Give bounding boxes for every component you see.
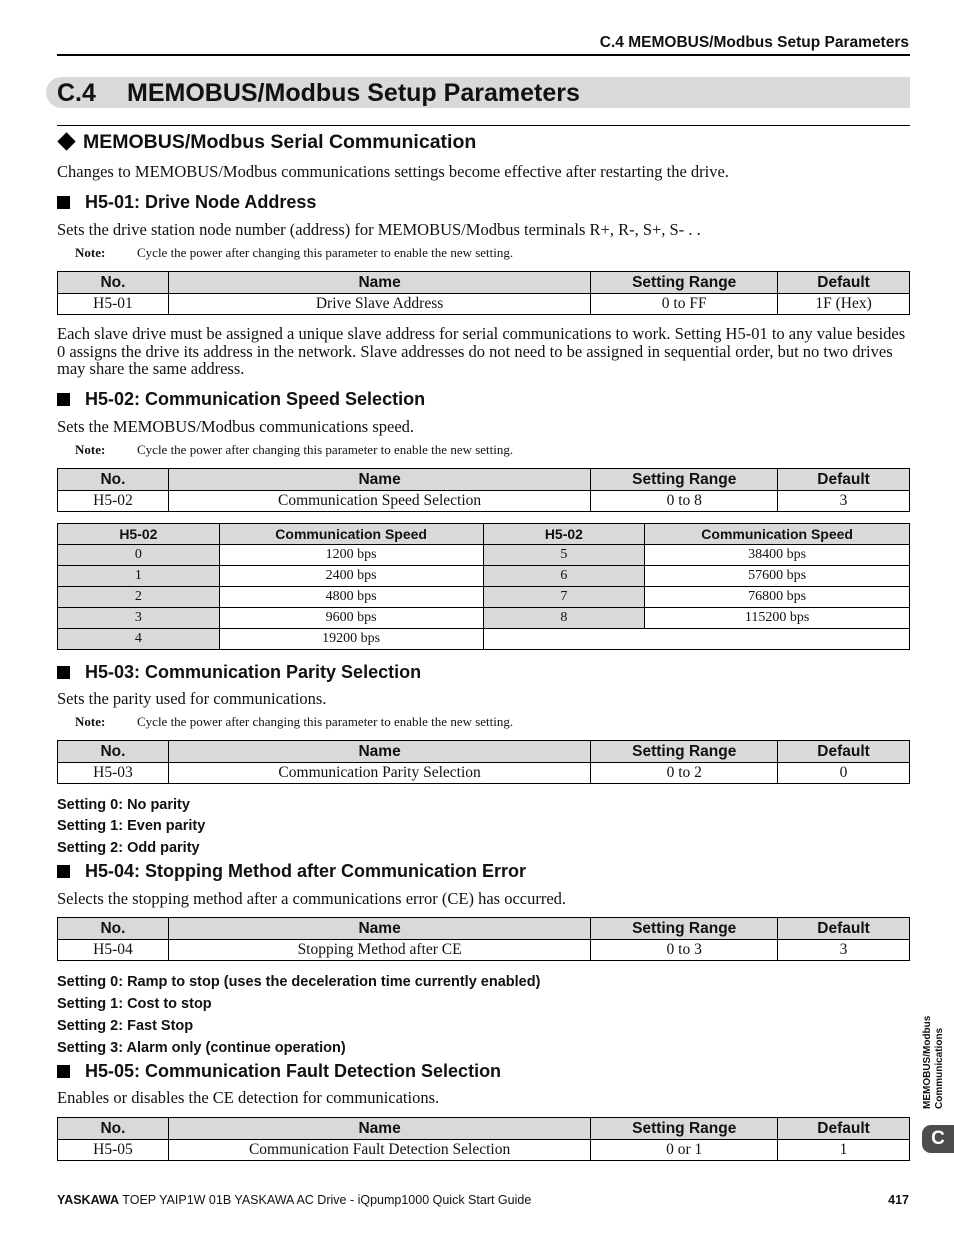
speed-setting: 1 <box>58 566 220 587</box>
header-name: Name <box>168 1118 590 1140</box>
header-name: Name <box>168 741 590 763</box>
speed-value: 115200 bps <box>645 608 910 629</box>
param-no: H5-03 <box>58 763 169 784</box>
table-row <box>58 491 910 512</box>
square-bullet-icon <box>57 865 70 878</box>
param-range: 0 to 2 <box>591 763 778 784</box>
table-row <box>58 545 910 566</box>
h505-title: H5-05: Communication Fault Detection Selection <box>85 1061 502 1081</box>
header-no: No. <box>58 918 169 940</box>
param-range: 0 to FF <box>591 294 778 315</box>
h503-parameter-table <box>57 740 910 784</box>
param-default: 3 <box>778 940 910 961</box>
h503-setting-2: Setting 2: Odd parity <box>57 840 200 856</box>
h501-heading <box>57 191 316 213</box>
table-header-row <box>58 272 910 294</box>
h504-setting-1: Setting 1: Cost to stop <box>57 996 212 1012</box>
speed-value: 19200 bps <box>219 629 483 650</box>
speed-setting: 3 <box>58 608 220 629</box>
param-range: 0 to 8 <box>591 491 778 512</box>
header-setting-range: Setting Range <box>591 1118 778 1140</box>
param-default: 1 <box>778 1140 910 1161</box>
h502-title: H5-02: Communication Speed Selection <box>85 389 426 409</box>
note-label: Note: <box>75 442 106 457</box>
header-speed-right: Communication Speed <box>645 524 910 545</box>
side-tab-label: MEMOBUS/Modbus Communications <box>922 1015 945 1109</box>
h501-explanation: Each slave drive must be assigned a unique slave address for serial communications to work. Setting H5-01 to any value besides 0 assigns the drive its address in the network. Slave addresses do not need to be assigned in sequential order, but no two drives may share the same address. <box>57 324 906 378</box>
h501-description: Sets the drive station node number (address) for MEMOBUS/Modbus terminals R+, R-, S+, S- . . <box>57 220 701 239</box>
param-no: H5-01 <box>58 294 169 315</box>
speed-value: 76800 bps <box>645 587 910 608</box>
h502-parameter-table <box>57 468 910 512</box>
h503-setting-1: Setting 1: Even parity <box>57 818 206 834</box>
param-name: Communication Fault Detection Selection <box>168 1140 590 1161</box>
table-row <box>58 940 910 961</box>
speed-setting: 5 <box>483 545 645 566</box>
speed-setting: 6 <box>483 566 645 587</box>
table-row <box>58 608 910 629</box>
section-title <box>57 129 476 155</box>
footer-text: TOEP YAIP1W 01B YASKAWA AC Drive - iQpump1000 Quick Start Guide <box>119 1193 532 1207</box>
speed-value: 4800 bps <box>219 587 483 608</box>
note-label: Note: <box>75 245 106 260</box>
header-no: No. <box>58 469 169 491</box>
header-speed-left: Communication Speed <box>219 524 483 545</box>
h502-note <box>75 442 513 458</box>
square-bullet-icon <box>57 196 70 209</box>
table-header-row <box>58 469 910 491</box>
table-header-row <box>58 918 910 940</box>
h503-heading <box>57 661 421 683</box>
table-row <box>58 629 910 650</box>
note-text: Cycle the power after changing this parameter to enable the new setting. <box>137 714 514 729</box>
param-range: 0 to 3 <box>591 940 778 961</box>
note-label: Note: <box>75 714 106 729</box>
h502-description: Sets the MEMOBUS/Modbus communications speed. <box>57 417 415 436</box>
speed-setting: 4 <box>58 629 220 650</box>
h504-heading <box>57 860 526 882</box>
header-setting-range: Setting Range <box>591 741 778 763</box>
speed-value: 38400 bps <box>645 545 910 566</box>
h503-description: Sets the parity used for communications. <box>57 689 327 708</box>
param-no: H5-05 <box>58 1140 169 1161</box>
square-bullet-icon <box>57 1065 70 1078</box>
param-no: H5-02 <box>58 491 169 512</box>
h505-heading <box>57 1060 501 1082</box>
speed-value: 9600 bps <box>219 608 483 629</box>
speed-setting: 0 <box>58 545 220 566</box>
section-title-text: MEMOBUS/Modbus Serial Communication <box>83 131 477 153</box>
header-setting-range: Setting Range <box>591 918 778 940</box>
header-default: Default <box>778 741 910 763</box>
chapter-letter-tab: C <box>922 1125 954 1153</box>
header-default: Default <box>778 918 910 940</box>
square-bullet-icon <box>57 393 70 406</box>
table-row <box>58 763 910 784</box>
speed-setting: 2 <box>58 587 220 608</box>
param-name: Drive Slave Address <box>168 294 590 315</box>
note-text: Cycle the power after changing this parameter to enable the new setting. <box>137 442 514 457</box>
table-header-row <box>58 524 910 545</box>
table-row <box>58 294 910 315</box>
h503-setting-0: Setting 0: No parity <box>57 797 190 813</box>
h502-heading <box>57 388 425 410</box>
chapter-title <box>57 77 580 110</box>
h503-note <box>75 714 513 730</box>
table-header-row <box>58 741 910 763</box>
table-row <box>58 587 910 608</box>
header-name: Name <box>168 469 590 491</box>
speed-setting: 8 <box>483 608 645 629</box>
h501-parameter-table <box>57 271 910 315</box>
header-name: Name <box>168 272 590 294</box>
h505-description: Enables or disables the CE detection for communications. <box>57 1088 440 1107</box>
header-name: Name <box>168 918 590 940</box>
table-header-row <box>58 1118 910 1140</box>
communication-speed-table <box>57 523 910 650</box>
h503-title: H5-03: Communication Parity Selection <box>85 662 422 682</box>
h501-title: H5-01: Drive Node Address <box>85 192 317 212</box>
chapter-number: C.4 <box>57 79 96 107</box>
h505-parameter-table <box>57 1117 910 1161</box>
footer <box>57 1193 531 1207</box>
note-text: Cycle the power after changing this parameter to enable the new setting. <box>137 245 514 260</box>
param-default: 1F (Hex) <box>778 294 910 315</box>
speed-value: 1200 bps <box>219 545 483 566</box>
header-default: Default <box>778 272 910 294</box>
header-setting-range: Setting Range <box>591 272 778 294</box>
h504-parameter-table <box>57 917 910 961</box>
header-h502-left: H5-02 <box>58 524 220 545</box>
h504-setting-0: Setting 0: Ramp to stop (uses the deceleration time currently enabled) <box>57 974 541 990</box>
running-head: C.4 MEMOBUS/Modbus Setup Parameters <box>599 34 909 51</box>
page-number: 417 <box>888 1193 909 1207</box>
param-range: 0 or 1 <box>591 1140 778 1161</box>
table-row <box>58 1140 910 1161</box>
param-name: Communication Parity Selection <box>168 763 590 784</box>
header-default: Default <box>778 469 910 491</box>
section-intro: Changes to MEMOBUS/Modbus communications settings become effective after restarting the drive. <box>57 162 729 181</box>
chapter-title-text: MEMOBUS/Modbus Setup Parameters <box>127 79 580 107</box>
h504-setting-3: Setting 3: Alarm only (continue operation) <box>57 1040 346 1056</box>
header-no: No. <box>58 741 169 763</box>
h504-title: H5-04: Stopping Method after Communication Error <box>85 861 527 881</box>
square-bullet-icon <box>57 666 70 679</box>
header-no: No. <box>58 1118 169 1140</box>
h501-note <box>75 245 513 261</box>
header-setting-range: Setting Range <box>591 469 778 491</box>
empty-cell <box>483 629 910 650</box>
param-no: H5-04 <box>58 940 169 961</box>
chapter-rule <box>57 125 910 126</box>
param-name: Stopping Method after CE <box>168 940 590 961</box>
param-default: 3 <box>778 491 910 512</box>
h504-description: Selects the stopping method after a communications error (CE) has occurred. <box>57 889 567 908</box>
speed-setting: 7 <box>483 587 645 608</box>
param-name: Communication Speed Selection <box>168 491 590 512</box>
footer-brand: YASKAWA <box>57 1193 120 1207</box>
side-chapter-tab <box>922 997 954 1109</box>
header-rule <box>57 54 910 56</box>
header-no: No. <box>58 272 169 294</box>
param-default: 0 <box>778 763 910 784</box>
table-row <box>58 566 910 587</box>
diamond-bullet-icon <box>57 133 75 151</box>
header-h502-right: H5-02 <box>483 524 645 545</box>
speed-value: 57600 bps <box>645 566 910 587</box>
h504-setting-2: Setting 2: Fast Stop <box>57 1018 194 1034</box>
speed-value: 2400 bps <box>219 566 483 587</box>
header-default: Default <box>778 1118 910 1140</box>
